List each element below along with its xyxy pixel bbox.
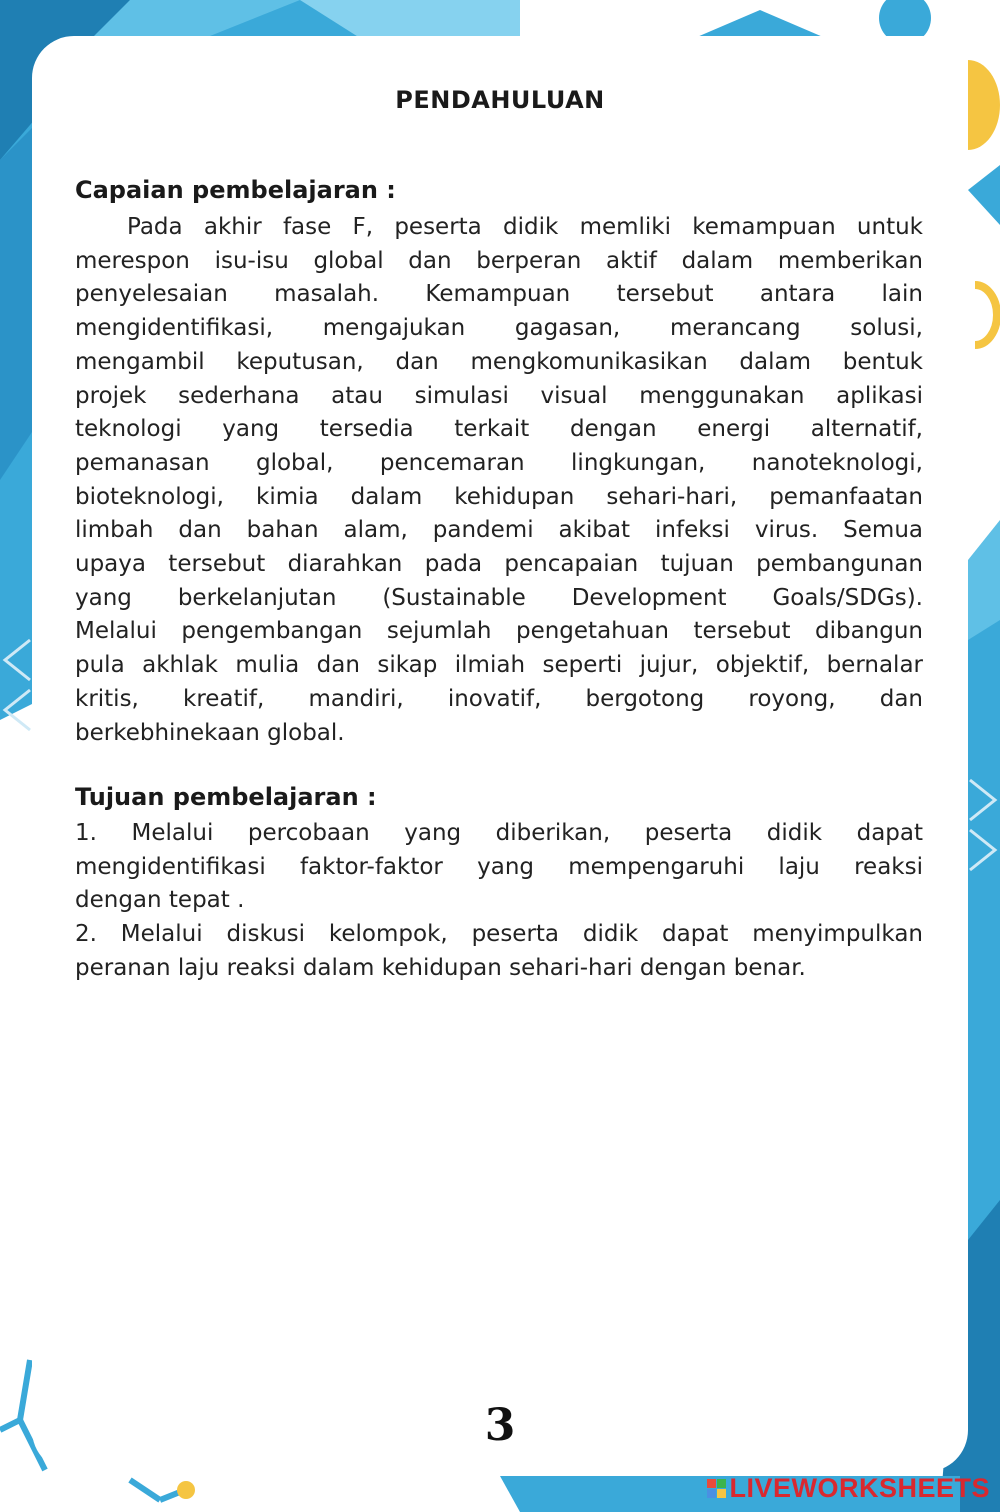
capaian-line: pemanasan global, pencemaran lingkungan, nanoteknologi,: [75, 449, 923, 476]
capaian-line: bioteknologi, kimia dalam kehidupan sehari-hari, pemanfaatan: [75, 483, 923, 510]
tujuan-line: peranan laju reaksi dalam kehidupan sehari-hari dengan benar.: [75, 954, 806, 981]
tujuan-line: 1. Melalui percobaan yang diberikan, peserta didik dapat: [75, 820, 923, 846]
capaian-paragraph: [75, 211, 923, 750]
capaian-line: teknologi yang tersedia terkait dengan energi alternatif,: [75, 416, 923, 443]
capaian-line: kritis, kreatif, mandiri, inovatif, bergotong royong, dan: [75, 685, 923, 712]
liveworksheets-watermark: [707, 1473, 990, 1504]
capaian-line: limbah dan bahan alam, pandemi akibat infeksi virus. Semua: [75, 517, 923, 544]
capaian-line: merespon isu-isu global dan berperan aktif dalam memberikan: [75, 247, 923, 274]
capaian-line: Pada akhir fase F, peserta didik memliki kemampuan untuk: [127, 214, 923, 240]
capaian-heading: Capaian pembelajaran :: [75, 176, 396, 204]
liveworksheets-logo-icon: [707, 1479, 726, 1498]
capaian-line: upaya tersebut diarahkan pada pencapaian tujuan pembangunan: [75, 551, 923, 578]
page-title: PENDAHULUAN: [395, 86, 605, 114]
page-number: 3: [484, 1400, 516, 1451]
capaian-line: mengidentifikasi, mengajukan gagasan, merancang solusi,: [75, 315, 923, 342]
tujuan-line: 2. Melalui diskusi kelompok, peserta didik dapat menyimpulkan: [75, 921, 923, 947]
capaian-line: mengambil keputusan, dan mengkomunikasikan dalam bentuk: [75, 348, 923, 375]
watermark-text: LIVEWORKSHEETS: [729, 1473, 990, 1503]
tujuan-heading: Tujuan pembelajaran :: [75, 783, 377, 811]
capaian-line: yang berkelanjutan (Sustainable Development Goals/SDGs).: [75, 584, 923, 611]
capaian-line: penyelesaian masalah. Kemampuan tersebut antara lain: [75, 281, 923, 308]
tujuan-line: dengan tepat .: [75, 887, 245, 914]
capaian-line: Melalui pengembangan sejumlah pengetahuan tersebut dibangun: [75, 618, 923, 645]
tujuan-item-1: [75, 817, 923, 918]
tujuan-line: mengidentifikasi faktor-faktor yang mempengaruhi laju reaksi: [75, 853, 923, 880]
tujuan-item-2: [75, 918, 923, 985]
capaian-line: pula akhlak mulia dan sikap ilmiah seperti jujur, objektif, bernalar: [75, 652, 923, 679]
capaian-line: projek sederhana atau simulasi visual menggunakan aplikasi: [75, 382, 923, 409]
capaian-line: berkebhinekaan global.: [75, 719, 345, 746]
